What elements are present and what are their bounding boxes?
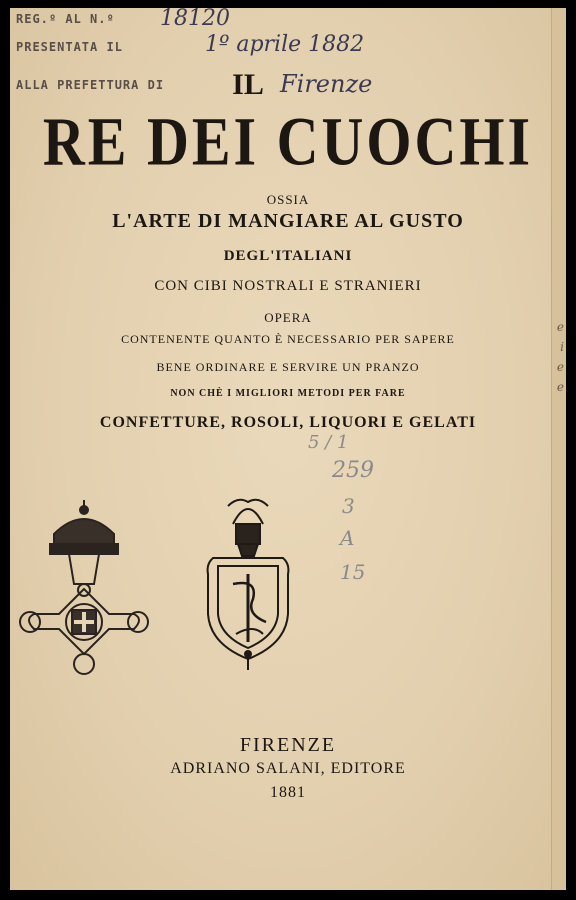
title-prefix: IL bbox=[232, 68, 264, 101]
registration-date: 1º aprile 1882 bbox=[205, 32, 365, 57]
description-line-4: CONFETTURE, ROSOLI, LIQUORI E GELATI bbox=[99, 414, 477, 431]
imprint-publisher: ADRIANO SALANI, EDITORE bbox=[170, 760, 406, 777]
description-line-3: NON CHÈ I MIGLIORI METODI PER FARE bbox=[170, 388, 406, 399]
registration-number: 18120 bbox=[160, 8, 230, 31]
registration-stamp-line2: PRESENTATA IL bbox=[16, 40, 123, 54]
subtitle: L'ARTE DI MANGIARE AL GUSTO bbox=[112, 210, 464, 232]
registration-city: Firenze bbox=[280, 70, 373, 98]
pencil-note: 259 bbox=[332, 458, 374, 483]
imprint-city: FIRENZE bbox=[239, 734, 337, 756]
side-fragment: e bbox=[556, 320, 564, 334]
description-line-1: CONTENENTE QUANTO È NECESSARIO PER SAPERE bbox=[121, 332, 455, 346]
ossia: OSSIA bbox=[266, 192, 310, 207]
side-fragment: e bbox=[556, 360, 564, 374]
opera: OPERA bbox=[264, 310, 312, 325]
library-stamp-icon bbox=[14, 494, 154, 684]
imprint-year: 1881 bbox=[270, 784, 306, 801]
registration-stamp-line3: ALLA PREFETTURA DI bbox=[16, 78, 165, 92]
side-fragment: i bbox=[560, 340, 564, 354]
subtitle-2: DEGL'ITALIANI bbox=[223, 248, 353, 264]
title-page bbox=[10, 8, 566, 890]
publisher-mark-icon bbox=[198, 494, 298, 674]
subtitle-3: CON CIBI NOSTRALI E STRANIERI bbox=[154, 278, 422, 294]
pencil-note: 15 bbox=[340, 560, 366, 584]
book-title: RE DEI CUOCHI bbox=[42, 103, 534, 180]
pencil-note: 5 / 1 bbox=[308, 432, 349, 453]
pencil-note: A bbox=[340, 526, 355, 550]
registration-stamp-line1: REG.º AL N.º bbox=[16, 12, 115, 26]
pencil-note: 3 bbox=[342, 494, 355, 518]
side-fragment: e bbox=[556, 380, 564, 394]
description-line-2: BENE ORDINARE E SERVIRE UN PRANZO bbox=[156, 360, 420, 374]
